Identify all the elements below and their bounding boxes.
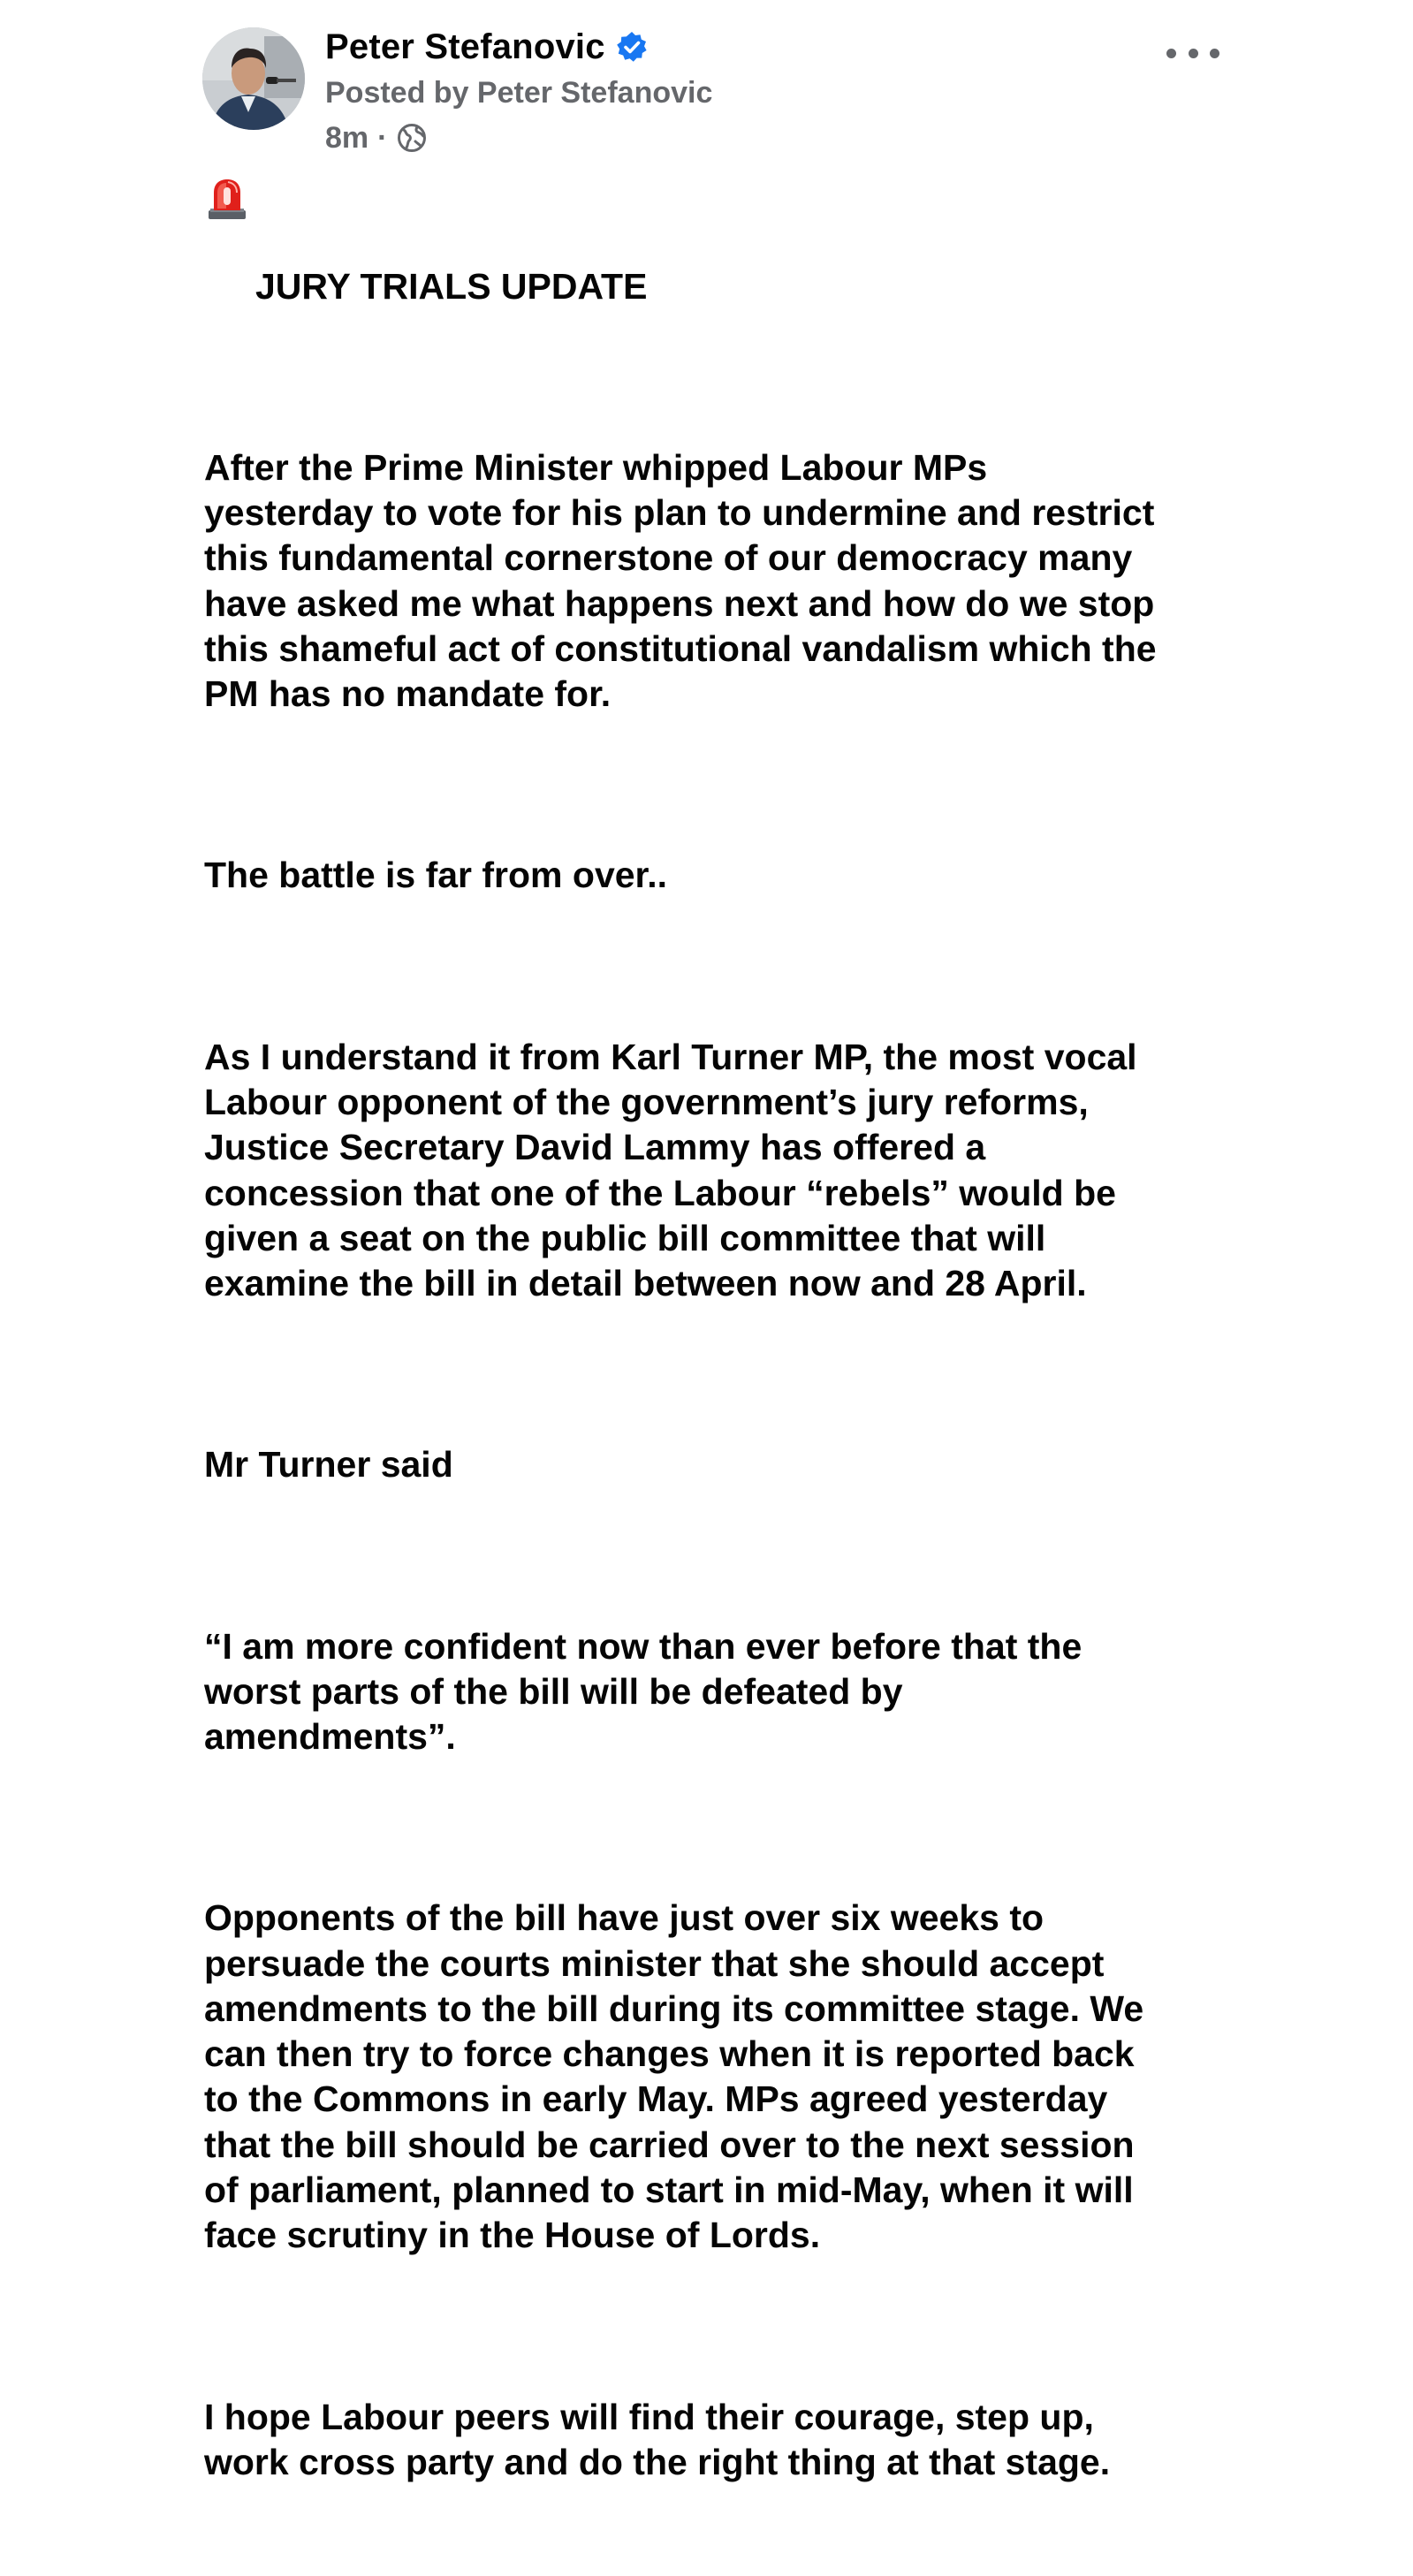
post-paragraph: After the Prime Minister whipped Labour MPs yesterday to vote for his plan to undermine and restrict this fundamental cornerstone of our democracy many have asked me what happens next and how do we stop this shameful act of constitutional vandalism which the PM has no mandate for. <box>204 446 1157 715</box>
avatar[interactable] <box>202 27 305 130</box>
more-dot <box>1189 49 1198 58</box>
post-meta <box>325 118 428 157</box>
post-paragraph: I hope Labour peers will find their courage, step up, work cross party and do the right thing at that stage. <box>204 2396 1111 2482</box>
post-paragraph: As I understand it from Karl Turner MP, the most vocal Labour opponent of the government’s jury reforms, Justice Secretary David Lammy has offered a concession that one of the Labour “rebels” would be given a seat on the public bill committee that will examine the bill in detail between now and 28 April. <box>204 1036 1137 1304</box>
post-paragraph: The battle is far from over.. <box>204 855 668 896</box>
posted-by-label: Posted by Peter Stefanovic <box>325 76 713 110</box>
more-dot <box>1166 49 1176 58</box>
verified-badge-icon <box>616 31 648 63</box>
author-name[interactable]: Peter Stefanovic <box>325 27 605 66</box>
more-dot <box>1210 49 1219 58</box>
more-options-icon[interactable] <box>1166 37 1219 69</box>
meta-separator: · <box>377 120 388 155</box>
post-paragraph: “I am more confident now than ever before that the worst parts of the bill will be defeated by amendments”. <box>204 1625 1083 1758</box>
post-body <box>204 173 1229 2576</box>
profile-photo <box>202 27 305 130</box>
author-row <box>325 25 648 69</box>
post-headline: JURY TRIALS UPDATE <box>255 265 648 307</box>
post-paragraph: Opponents of the bill have just over six weeks to persuade the courts minister that she should accept amendments to the bill during its committee stage. We can then try to force changes when it is reported back to the Commons in early May. MPs agreed yesterday that the bill should be carried over to the next session of parliament, planned to start in mid-May, when it will face scrutiny in the House of Lords. <box>204 1897 1144 2256</box>
post-paragraph: Mr Turner said <box>204 1444 453 1486</box>
globe-icon[interactable] <box>396 122 428 154</box>
post-timestamp[interactable]: 8m <box>325 120 369 155</box>
